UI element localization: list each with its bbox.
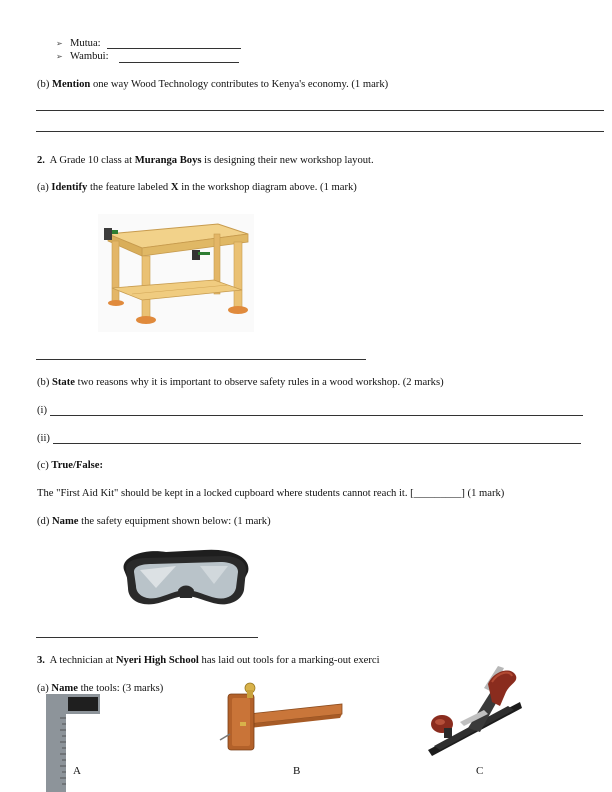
safety-goggles-image <box>116 544 254 614</box>
q2b-i-label: (i) <box>37 405 47 416</box>
marking-gauge-image <box>210 684 346 754</box>
smoothing-plane-image <box>424 662 524 760</box>
q2a-x: X <box>170 182 179 193</box>
q2c-answer-blank[interactable]: _________ <box>413 488 462 499</box>
q2-intro <box>37 155 374 166</box>
q3-number: 3. <box>37 655 45 666</box>
q2c-post: ] (1 mark) <box>461 488 505 499</box>
q3a-text: the tools: (3 marks) <box>80 683 164 694</box>
q1b-prefix: (b) <box>37 79 50 90</box>
q2d-verb: Name <box>52 516 79 527</box>
q2c-statement <box>37 488 504 499</box>
q3-school: Nyeri High School <box>115 655 199 666</box>
q2a-verb: Identify <box>51 182 88 193</box>
q1b-text: one way Wood Technology contributes to Kenya's economy. (1 mark) <box>92 79 389 90</box>
q2-intro-post: is designing their new workshop layout. <box>204 155 374 166</box>
q2b-ii-label: (ii) <box>37 433 50 444</box>
q2c-prefix: (c) <box>37 460 49 471</box>
q2d-answer-line[interactable] <box>36 637 258 638</box>
q2b-i-answer-line[interactable] <box>50 415 583 416</box>
tool-label-c: C <box>476 765 484 777</box>
arrow-bullet-icon: ➢ <box>56 39 63 48</box>
q1b-prompt <box>37 79 388 90</box>
q2a-prompt <box>37 182 357 193</box>
q2c-statement-text: The "First Aid Kit" should be kept in a locked cupboard where students cannot reach it. [ <box>37 488 414 499</box>
q2-number: 2. <box>37 155 45 166</box>
tool-label-a: A <box>73 765 81 777</box>
q2b-prefix: (b) <box>37 377 50 388</box>
q2b-ii-answer-line[interactable] <box>53 443 581 444</box>
mutua-answer-line[interactable] <box>107 48 241 49</box>
bullet-mutua <box>56 38 101 49</box>
wambui-label: Wambui: <box>70 51 109 62</box>
q2b-prompt <box>37 377 444 388</box>
bullet-wambui <box>56 51 109 62</box>
q2d-prefix: (d) <box>37 516 50 527</box>
q2a-post: in the workshop diagram above. (1 mark) <box>181 182 357 193</box>
q3a-verb: Name <box>51 683 78 694</box>
q2a-mid: the feature labeled <box>89 182 169 193</box>
mutua-label: Mutua: <box>70 38 101 49</box>
q2d-prompt <box>37 516 271 527</box>
q2a-prefix: (a) <box>37 182 49 193</box>
q2c-title: True/False: <box>51 460 104 471</box>
q2c-heading <box>37 460 103 471</box>
q3a-prompt <box>37 683 163 694</box>
q2a-answer-line[interactable] <box>36 359 366 360</box>
q2d-text: the safety equipment shown below: (1 mark) <box>81 516 271 527</box>
q1b-answer-line-1[interactable] <box>36 110 604 111</box>
q2-intro-pre: A Grade 10 class at <box>49 155 133 166</box>
arrow-bullet-icon: ➢ <box>56 52 63 61</box>
q1b-verb: Mention <box>52 79 91 90</box>
q2b-text: two reasons why it is important to observe safety rules in a wood workshop. (2 marks) <box>77 377 444 388</box>
q3a-prefix: (a) <box>37 683 49 694</box>
wambui-answer-line[interactable] <box>119 62 239 63</box>
tool-label-b: B <box>293 765 301 777</box>
q3-intro-pre: A technician at <box>49 655 114 666</box>
try-square-image <box>46 694 102 792</box>
q2-school: Muranga Boys <box>134 155 202 166</box>
q3-intro <box>37 655 442 666</box>
q3-intro-post: has laid out tools for a marking-out exerci <box>201 655 380 666</box>
q1b-answer-line-2[interactable] <box>36 131 604 132</box>
workbench-image <box>98 214 254 332</box>
q2b-verb: State <box>52 377 75 388</box>
